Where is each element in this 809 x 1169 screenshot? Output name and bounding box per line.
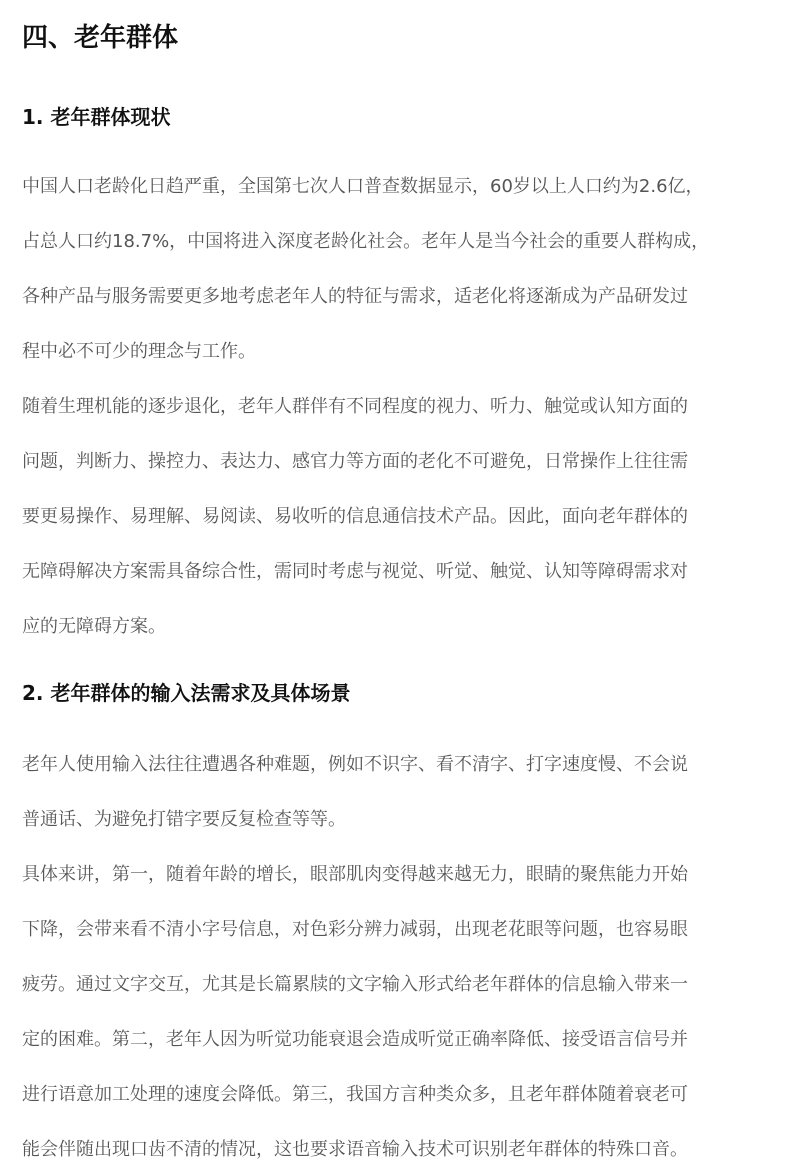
paragraph-line: 无障碍解决方案需具备综合性，需同时考虑与视觉、听觉、触觉、认知等障碍需求对 — [22, 561, 688, 582]
paragraph-line: 问题，判断力、操控力、表达力、感官力等方面的老化不可避免，日常操作上往往需 — [22, 451, 688, 472]
paragraph-line: 普通话、为避免打错字要反复检查等等。 — [22, 809, 346, 830]
subsection-heading-input-needs: 2. 老年群体的输入法需求及具体场景 — [22, 681, 351, 705]
section-title: 四、老年群体 — [22, 23, 179, 53]
paragraph-line: 定的困难。第二，老年人因为听觉功能衰退会造成听觉正确率降低、接受语言信号并 — [22, 1029, 688, 1050]
paragraph-line: 各种产品与服务需要更多地考虑老年人的特征与需求，适老化将逐渐成为产品研发过 — [22, 286, 688, 307]
paragraph-line: 程中必不可少的理念与工作。 — [22, 341, 256, 362]
paragraph-line: 应的无障碍方案。 — [22, 616, 166, 637]
paragraph-line: 具体来讲，第一，随着年龄的增长，眼部肌肉变得越来越无力，眼睛的聚焦能力开始 — [22, 864, 688, 885]
paragraph-line: 中国人口老龄化日趋严重，全国第七次人口普查数据显示，60岁以上人口约为2.6亿， — [22, 176, 704, 197]
paragraph-line: 能会伴随出现口齿不清的情况，这也要求语音输入技术可识别老年群体的特殊口音。 — [22, 1139, 688, 1160]
paragraph-line: 占总人口约18.7%，中国将进入深度老龄化社会。老年人是当今社会的重要人群构成， — [22, 231, 710, 252]
paragraph-line: 进行语意加工处理的速度会降低。第三，我国方言种类众多，且老年群体随着衰老可 — [22, 1084, 688, 1105]
paragraph-line: 疲劳。通过文字交互，尤其是长篇累牍的文字输入形式给老年群体的信息输入带来一 — [22, 974, 688, 995]
paragraph-line: 要更易操作、易理解、易阅读、易收听的信息通信技术产品。因此，面向老年群体的 — [22, 506, 688, 527]
paragraph-line: 下降，会带来看不清小字号信息，对色彩分辨力减弱，出现老花眼等问题，也容易眼 — [22, 919, 688, 940]
paragraph-line: 随着生理机能的逐步退化，老年人群伴有不同程度的视力、听力、触觉或认知方面的 — [22, 396, 688, 417]
subsection-heading-status: 1. 老年群体现状 — [22, 105, 171, 129]
paragraph-line: 老年人使用输入法往往遭遇各种难题，例如不识字、看不清字、打字速度慢、不会说 — [22, 754, 688, 775]
